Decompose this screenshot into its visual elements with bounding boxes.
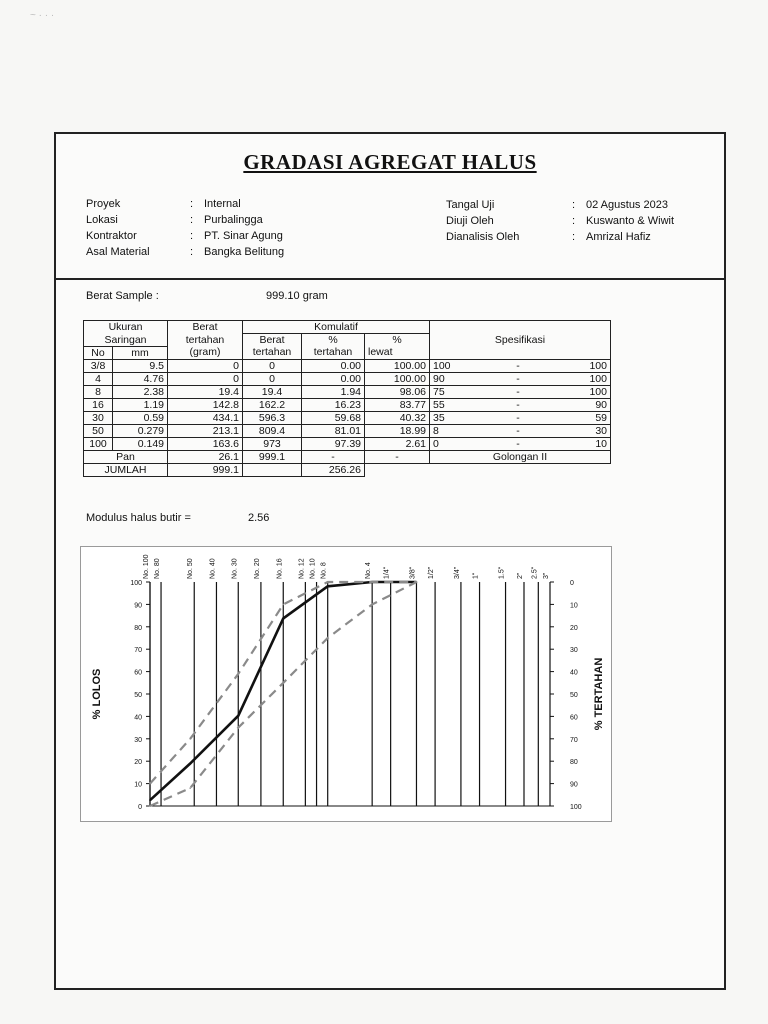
doc-title: GRADASI AGREGAT HALUS [243,150,537,174]
sieve-tick-label: No. 10 [309,558,317,579]
table-row-pan: Pan 26.1 999.1 - - Golongan II [84,450,611,463]
series-point [189,787,191,789]
sieve-tick-label: 1/2" [428,566,436,579]
info-row: Tangal Uji : 02 Agustus 2023 [446,199,668,211]
sieve-tick-label: 3/4" [453,566,461,579]
series-point [282,682,284,684]
y2-tick-label: 80 [570,759,578,767]
y-tick-label: 100 [130,580,142,587]
info-row: Dianalisis Oleh : Amrizal Hafiz [446,231,651,243]
table-row-jumlah: JUMLAH 999.1 256.26 [84,463,611,476]
header-tertahan-pct: tertahan [302,346,365,359]
series-point [327,581,329,583]
sieve-tick-label: No. 100 [143,554,150,579]
y-axis-title: % LOLOS [91,668,103,720]
sieve-tick-label: No. 30 [231,558,239,579]
info-row: Lokasi : Purbalingga [86,214,263,226]
series-point [327,586,329,588]
info-row: Diuji Oleh : Kuswanto & Wiwit [446,215,675,227]
gradation-chart-wrap [80,546,612,827]
info-row: Proyek : Internal [86,198,241,210]
series-point [189,738,191,740]
series-point [237,673,239,675]
y-tick-label: 20 [134,759,142,767]
header-spesifikasi: Spesifikasi [430,321,611,360]
table-row: 100 0.149 163.6 973 97.39 2.61 0 - 10 [84,437,611,450]
y2-tick-label: 50 [570,692,578,699]
sieve-tick-label: 2.5" [531,566,539,579]
header-tertahan-kum: tertahan [243,346,302,359]
header-ukuran: Ukuran [84,321,168,334]
sieve-tick-label: No. 4 [365,562,373,579]
y-tick-label: 80 [134,624,142,632]
sieve-tick-label: No. 50 [187,558,195,579]
table-row: 50 0.279 213.1 809.4 81.01 18.99 8 - 30 [84,424,611,437]
y2-tick-label: 0 [570,580,574,587]
modulus-value: 2.56 [248,512,270,524]
header-box [56,134,724,280]
pen-marks: ~ · · · [30,10,55,21]
sieve-tick-label: 1/4" [383,566,391,579]
y2-tick-label: 90 [570,781,578,789]
sieve-tick-label: No. 12 [298,558,306,579]
y2-tick-label: 100 [570,804,582,811]
table-header-row [84,321,611,334]
sieve-tick-label: No. 8 [320,562,328,579]
sample-label: Berat Sample : [86,290,159,302]
y2-tick-label: 60 [570,714,578,722]
table-row: 8 2.38 19.4 19.4 1.94 98.06 75 - 100 [84,385,611,398]
header-komulatif: Komulatif [243,321,430,334]
y2-tick-label: 10 [570,602,578,610]
sieve-tick-label: 1" [472,572,480,579]
sieve-tick-label: 3" [543,572,550,579]
header-gram: (gram) [168,346,243,359]
header-tertahan: tertahan [168,334,243,347]
info-row: Kontraktor : PT. Sinar Agung [86,230,283,242]
modulus-label: Modulus halus butir = [86,512,191,524]
test-info [446,197,674,245]
sieve-tick-label: No. 16 [276,558,284,579]
y-tick-label: 90 [134,602,142,610]
y-tick-label: 70 [134,647,142,655]
sieve-tick-label: No. 40 [209,558,217,579]
jumlah-pct-tertahan: 256.26 [302,463,365,476]
gradation-table [83,320,611,477]
gradation-chart [80,546,612,822]
y-tick-label: 30 [134,736,142,744]
chart-border [81,547,612,822]
header-no: No [84,346,113,359]
header-berat-kum: Berat [243,334,302,347]
sieve-tick-label: No. 80 [154,558,162,579]
sample-value: 999.10 gram [266,290,328,302]
table-row: 3/8 9.5 0 0 0.00 100.00 100 - 100 [84,359,611,372]
y-tick-label: 0 [138,804,142,811]
series-point [149,783,151,785]
table-row: 4 4.76 0 0 0.00 100.00 90 - 100 [84,372,611,385]
series-point [371,604,373,606]
header-saringan: Saringan [84,334,168,347]
y-tick-label: 60 [134,669,142,677]
y2-tick-label: 20 [570,624,578,632]
series-point [282,604,284,606]
series-point [327,637,329,639]
report-frame [54,132,726,990]
series-point [149,799,151,801]
header-pct-tertahan: % [302,334,365,347]
y-tick-label: 50 [134,692,142,699]
series-point [237,715,239,717]
sieve-tick-label: 3/8" [409,566,417,579]
header-berat: Berat [168,321,243,334]
y2-tick-label: 40 [570,669,578,677]
series-point [416,581,418,583]
y2-axis-title: % TERTAHAN [593,657,605,731]
project-info [86,196,284,260]
sieve-tick-label: No. 20 [253,558,261,579]
table-row: 30 0.59 434.1 596.3 59.68 40.32 35 - 59 [84,411,611,424]
header-mm: mm [113,346,168,359]
y-tick-label: 10 [134,781,142,789]
series-point [371,581,373,583]
y-tick-label: 40 [134,714,142,722]
header-lewat: lewat [365,346,430,359]
info-row: Asal Material : Bangka Belitung [86,246,285,258]
y2-tick-label: 30 [570,647,578,655]
y2-tick-label: 70 [570,736,578,744]
sieve-tick-label: 2" [516,572,524,579]
header-pct-lewat: % [365,334,430,347]
series-point [282,618,284,620]
series-point [149,805,151,807]
golongan-label: Golongan II [430,450,611,463]
series-point [237,727,239,729]
sieve-tick-label: 1.5" [498,566,506,579]
series-point [189,763,191,765]
table-row: 16 1.19 142.8 162.2 16.23 83.77 55 - 90 [84,398,611,411]
